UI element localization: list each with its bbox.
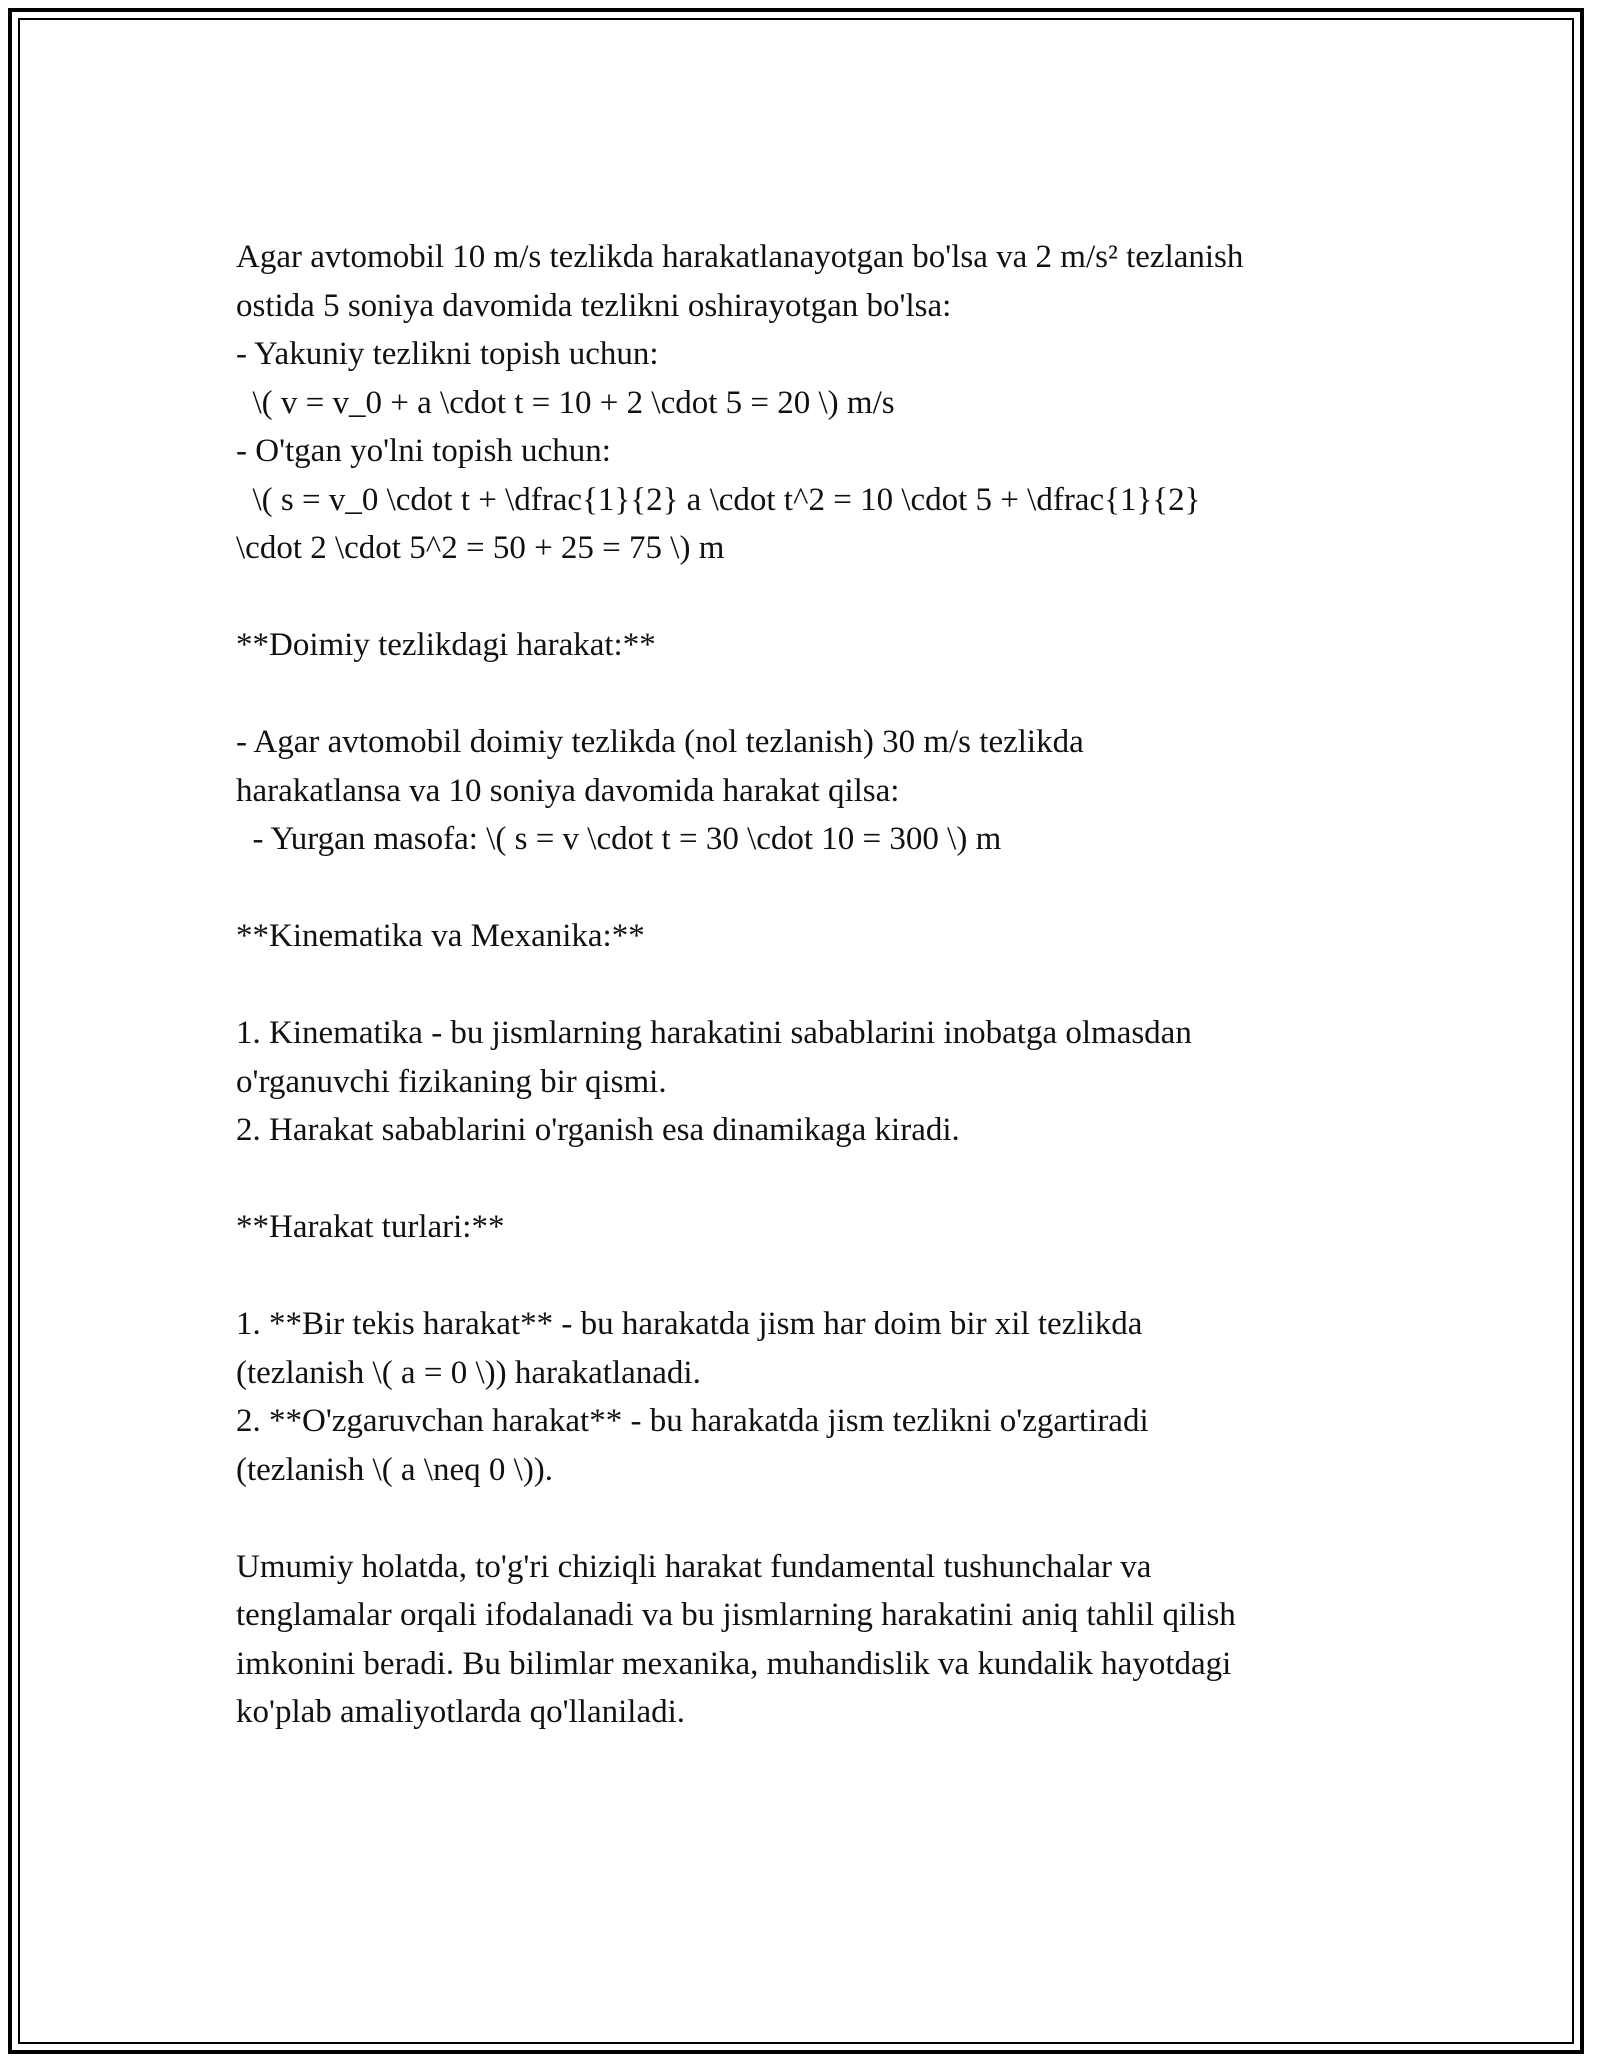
blank-line (236, 573, 1386, 622)
paragraph-line: Umumiy holatda, to'g'ri chiziqli harakat fundamental tushunchalar va (236, 1548, 1152, 1585)
list-item: 1. **Bir tekis harakat** - bu harakatda jism har doim bir xil tezlikda (236, 1306, 1143, 1342)
section-heading: **Kinematika va Mexanika:** (236, 918, 645, 954)
list-item: (tezlanish \( a \neq 0 \)). (236, 1451, 554, 1488)
list-item: (tezlanish \( a = 0 \)) harakatlanadi. (236, 1354, 701, 1391)
text-line: Agar avtomobil 10 m/s tezlikda harakatlanayotgan bo'lsa va 2 m/s² tezlanish (236, 239, 1244, 275)
formula-line: \( v = v_0 + a \cdot t = 10 + 2 \cdot 5 = 20 \) m/s (236, 384, 895, 421)
list-item: 1. Kinematika - bu jismlarning harakatini sabablarini inobatga olmasdan (236, 1015, 1192, 1051)
paragraph-line: tenglamalar orqali ifodalanadi va bu jismlarning harakatini aniq tahlil qilish (236, 1597, 1236, 1633)
paragraph-line: imkonini beradi. Bu bilimlar mexanika, muhandislik va kundalik hayotdagi (236, 1645, 1232, 1682)
blank-line (236, 670, 1386, 719)
section-heading: **Doimiy tezlikdagi harakat:** (236, 627, 656, 663)
text-line: - Yakuniy tezlikni topish uchun: (236, 336, 659, 372)
document-body (236, 233, 1386, 1737)
text-line: - Agar avtomobil doimiy tezlikda (nol tezlanish) 30 m/s tezlikda (236, 724, 1084, 760)
formula-line: \( s = v_0 \cdot t + \dfrac{1}{2} a \cdot t^2 = 10 \cdot 5 + \dfrac{1}{2} (236, 481, 1201, 518)
list-item: 2. Harakat sabablarini o'rganish esa dinamikaga kiradi. (236, 1112, 960, 1148)
text-line: ostida 5 soniya davomida tezlikni oshirayotgan bo'lsa: (236, 287, 952, 324)
blank-line (236, 1155, 1386, 1204)
list-item: 2. **O'zgaruvchan harakat** - bu harakatda jism tezlikni o'zgartiradi (236, 1403, 1149, 1439)
blank-line (236, 961, 1386, 1010)
paragraph-line: ko'plab amaliyotlarda qo'llaniladi. (236, 1694, 686, 1730)
blank-line (236, 1494, 1386, 1543)
section-heading: **Harakat turlari:** (236, 1209, 505, 1245)
text-line: harakatlansa va 10 soniya davomida harakat qilsa: (236, 772, 900, 809)
formula-line: \cdot 2 \cdot 5^2 = 50 + 25 = 75 \) m (236, 530, 725, 566)
blank-line (236, 864, 1386, 913)
blank-line (236, 1252, 1386, 1301)
list-item: o'rganuvchi fizikaning bir qismi. (236, 1063, 667, 1100)
text-line: - O'tgan yo'lni topish uchun: (236, 433, 611, 469)
formula-line: - Yurgan masofa: \( s = v \cdot t = 30 \cdot 10 = 300 \) m (236, 821, 1002, 857)
